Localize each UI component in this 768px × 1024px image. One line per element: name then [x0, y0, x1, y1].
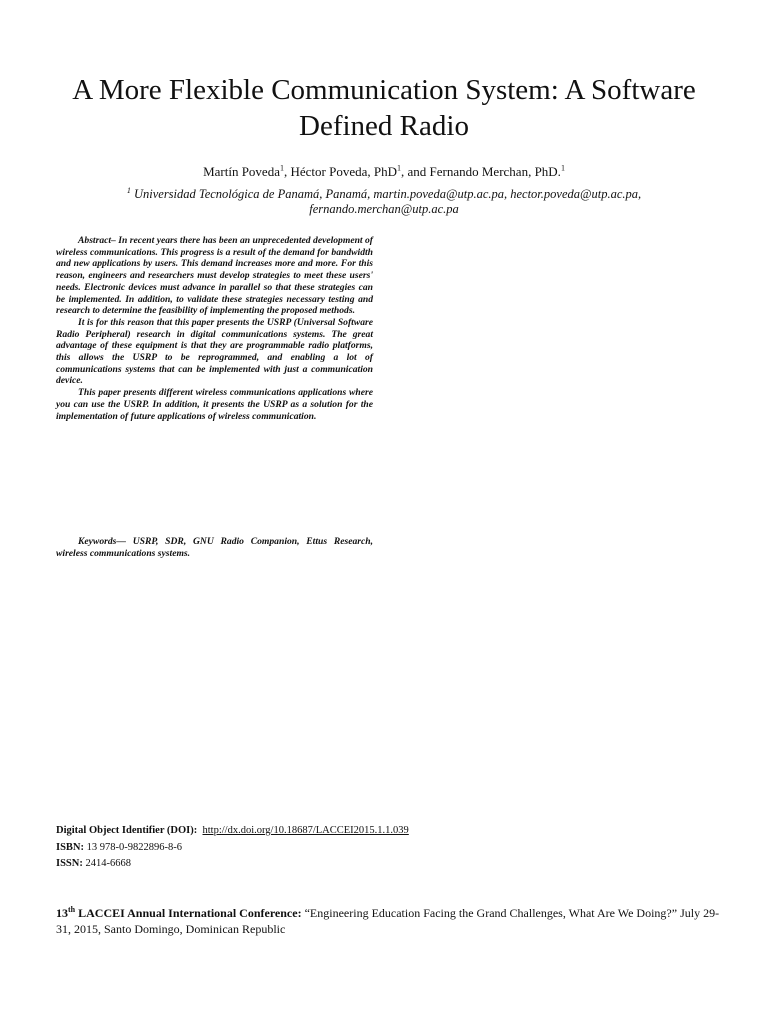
affiliation-text: Universidad Tecnológica de Panamá, Panamá, martin.poveda@utp.ac.pa, hector.poveda@utp.ac.pa, fernando.merchan@utp.ac.pa	[133, 187, 642, 216]
edition-number: 13	[56, 906, 68, 920]
isbn-value: 13 978-0-9822896-8-6	[86, 841, 183, 853]
issn-row	[56, 856, 716, 873]
affiliation-mark: 1	[126, 185, 131, 195]
doi-row	[56, 823, 716, 840]
author-separator: , and	[400, 164, 430, 179]
edition-suffix: th	[68, 905, 76, 914]
conference-name: LACCEI Annual International Conference:	[78, 906, 302, 920]
author-name: Fernando Merchan, PhD.	[429, 164, 561, 179]
publication-identifiers	[56, 823, 716, 873]
abstract	[56, 235, 373, 422]
doi-link[interactable]: http://dx.doi.org/10.18687/LACCEI2015.1.1.039	[202, 825, 409, 836]
affiliation	[100, 187, 668, 217]
author-list	[40, 164, 728, 180]
conference-footer	[56, 905, 722, 937]
abstract-paragraph: Abstract– In recent years there has been an unprecedented development of wireless communications. This progress is a result of the demand for bandwidth and new applications by users. This demand increases more and more. For this reason, engineers and researchers must develop strategies to meet these users' needs. Electronic devices must advance in parallel so that these strategies can be implemented. In addition, to validate these strategies necessary testing and research to determine the feasibility of implementing the proposed methods.	[56, 235, 373, 317]
author-affiliation-mark: 1	[396, 163, 401, 173]
doi-label: Digital Object Identifier (DOI):	[56, 825, 198, 836]
isbn-label: ISBN:	[56, 841, 85, 853]
issn-label: ISSN:	[56, 858, 83, 869]
author-name: Héctor Poveda, PhD	[290, 164, 397, 179]
isbn-row	[56, 840, 716, 857]
author-separator: ,	[283, 164, 291, 179]
author-affiliation-mark: 1	[279, 163, 284, 173]
conference-edition	[56, 906, 302, 920]
abstract-paragraph: This paper presents different wireless communications applications where you can use the USRP. In addition, it presents the USRP as a solution for the implementation of future applications of wireless communication.	[56, 387, 373, 422]
issn-value: 2414-6668	[85, 858, 131, 869]
paper-title: A More Flexible Communication System: A Software Defined Radio	[72, 74, 696, 142]
author-name: Martín Poveda	[203, 164, 280, 179]
author-affiliation-mark: 1	[560, 163, 565, 173]
keywords: Keywords— USRP, SDR, GNU Radio Companion, Ettus Research, wireless communications systems.	[56, 536, 373, 559]
abstract-paragraph: It is for this reason that this paper presents the USRP (Universal Software Radio Peripheral) research in digital communications systems. The great advantage of these equipment is that they are programmable radio platforms, this allows the USRP to be reprogrammed, and enabling a lot of communications systems that can be implemented with just a communication device.	[56, 316, 373, 387]
conference-details: “Engineering Education Facing the Grand Challenges, What Are We Doing?” July 29-31, 2015, Santo Domingo, Dominican Republic	[56, 906, 720, 936]
